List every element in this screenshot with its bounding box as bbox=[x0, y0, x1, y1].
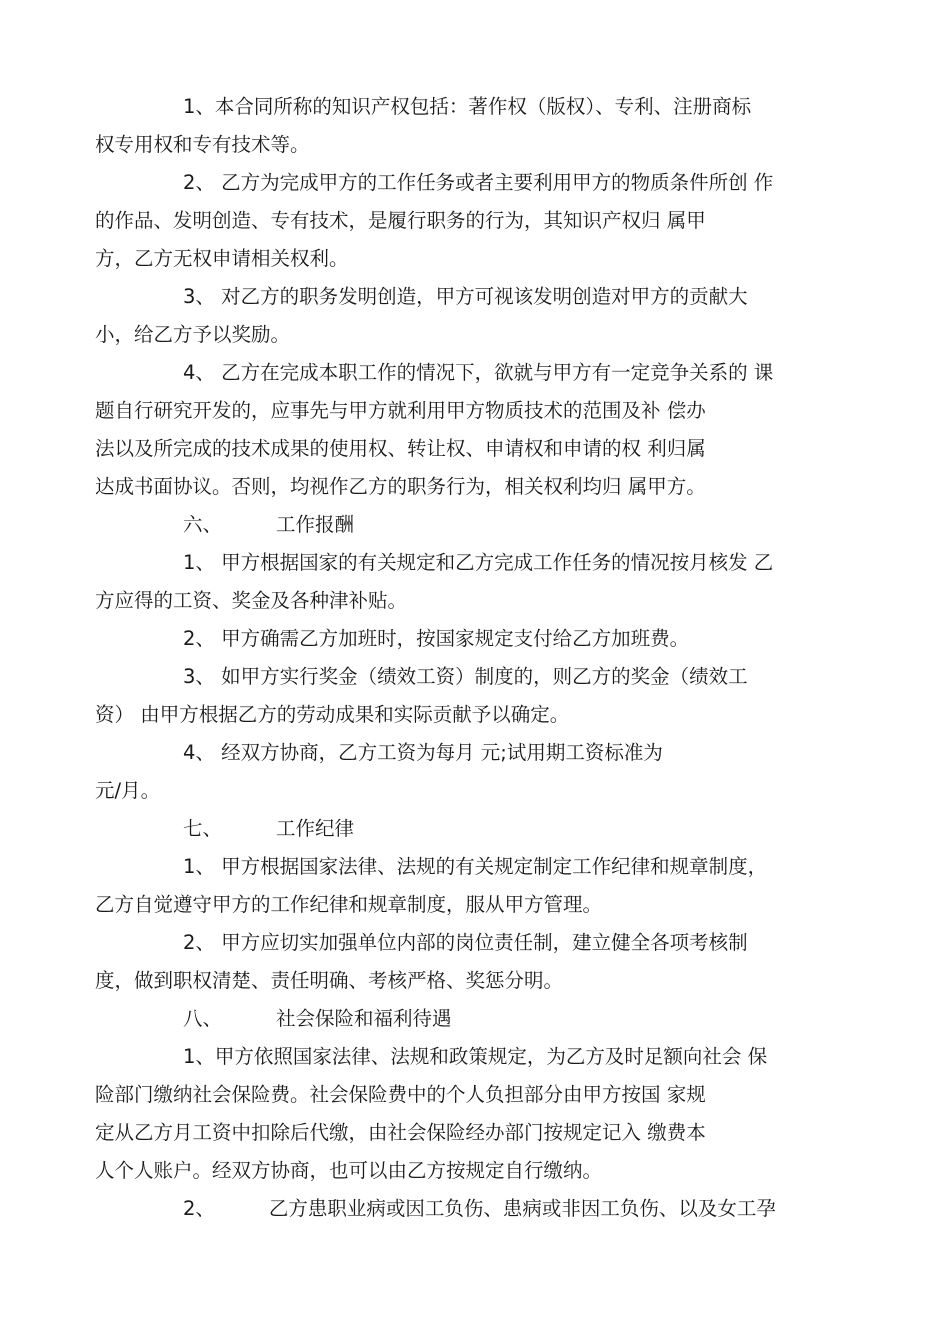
text-line: 3、 如甲方实行奖金（绩效工资）制度的，则乙方的奖金（绩效工 bbox=[183, 665, 748, 688]
item-text: 乙方患职业病或因工负伤、患病或非因工负伤、以及女工孕 bbox=[268, 1197, 776, 1220]
clause-discipline-1 bbox=[95, 848, 829, 924]
text-line: 度，做到职权清楚、责任明确、考核严格、奖惩分明。 bbox=[95, 969, 564, 992]
item-number: 2、 bbox=[183, 1197, 215, 1220]
clause-pay-3 bbox=[95, 658, 829, 734]
text-line: 的作品、发明创造、专有技术，是履行职务的行为，其知识产权归 属甲 bbox=[95, 209, 706, 232]
clause-ip-3 bbox=[95, 278, 829, 354]
clause-discipline-2 bbox=[95, 924, 829, 1000]
text-line: 1、甲方依照国家法律、法规和政策规定，为乙方及时足额向社会 保 bbox=[183, 1045, 768, 1068]
text-line: 1、本合同所称的知识产权包括：著作权（版权）、专利、注册商标 bbox=[183, 95, 752, 118]
clause-pay-2 bbox=[139, 620, 829, 658]
text-line: 2、 甲方确需乙方加班时，按国家规定支付给乙方加班费。 bbox=[183, 627, 690, 650]
clause-pay-4 bbox=[95, 734, 829, 810]
text-line: 定从乙方月工资中扣除后代缴，由社会保险经办部门按规定记入 缴费本 bbox=[95, 1121, 706, 1144]
text-line: 方，乙方无权申请相关权利。 bbox=[95, 247, 349, 270]
section-number: 七、 bbox=[183, 817, 223, 840]
section-number: 六、 bbox=[183, 513, 223, 536]
text-line: 权专用权和专有技术等。 bbox=[95, 133, 310, 156]
clause-ip-2 bbox=[95, 164, 829, 278]
text-line: 题自行研究开发的，应事先与甲方就利用甲方物质技术的范围及补 偿办 bbox=[95, 399, 706, 422]
clause-insurance-1 bbox=[95, 1038, 829, 1190]
text-line: 1、 甲方根据国家的有关规定和乙方完成工作任务的情况按月核发 乙 bbox=[183, 551, 774, 574]
section-heading-6 bbox=[139, 506, 829, 544]
clause-insurance-2 bbox=[139, 1190, 829, 1228]
section-heading-8 bbox=[139, 1000, 829, 1038]
text-line: 元/月。 bbox=[95, 779, 161, 802]
text-line: 4、 经双方协商，乙方工资为每月 元;试用期工资标准为 bbox=[183, 741, 663, 764]
section-heading-7 bbox=[139, 810, 829, 848]
text-line: 方应得的工资、奖金及各种津补贴。 bbox=[95, 589, 408, 612]
text-line: 1、 甲方根据国家法律、法规的有关规定制定工作纪律和规章制度， bbox=[183, 855, 768, 878]
section-title: 社会保险和福利待遇 bbox=[276, 1007, 452, 1030]
text-line: 2、 乙方为完成甲方的工作任务或者主要利用甲方的物质条件所创 作 bbox=[183, 171, 774, 194]
clause-pay-1 bbox=[95, 544, 829, 620]
text-line: 险部门缴纳社会保险费。社会保险费中的个人负担部分由甲方按国 家规 bbox=[95, 1083, 706, 1106]
text-line: 小，给乙方予以奖励。 bbox=[95, 323, 291, 346]
text-line: 达成书面协议。否则，均视作乙方的职务行为，相关权利均归 属甲方。 bbox=[95, 475, 706, 498]
section-title: 工作报酬 bbox=[276, 513, 355, 536]
section-title: 工作纪律 bbox=[276, 817, 355, 840]
text-line: 资） 由甲方根据乙方的劳动成果和实际贡献予以确定。 bbox=[95, 703, 570, 726]
clause-ip-1 bbox=[95, 88, 829, 164]
text-line: 3、 对乙方的职务发明创造，甲方可视该发明创造对甲方的贡献大 bbox=[183, 285, 748, 308]
text-line: 2、 甲方应切实加强单位内部的岗位责任制，建立健全各项考核制 bbox=[183, 931, 748, 954]
text-line: 法以及所完成的技术成果的使用权、转让权、申请权和申请的权 利归属 bbox=[95, 437, 706, 460]
text-line: 人个人账户。经双方协商，也可以由乙方按规定自行缴纳。 bbox=[95, 1159, 603, 1182]
document-body bbox=[95, 88, 829, 1228]
clause-ip-4 bbox=[95, 354, 829, 506]
text-line: 4、 乙方在完成本职工作的情况下，欲就与甲方有一定竞争关系的 课 bbox=[183, 361, 774, 384]
text-line: 乙方自觉遵守甲方的工作纪律和规章制度，服从甲方管理。 bbox=[95, 893, 603, 916]
section-number: 八、 bbox=[183, 1007, 223, 1030]
